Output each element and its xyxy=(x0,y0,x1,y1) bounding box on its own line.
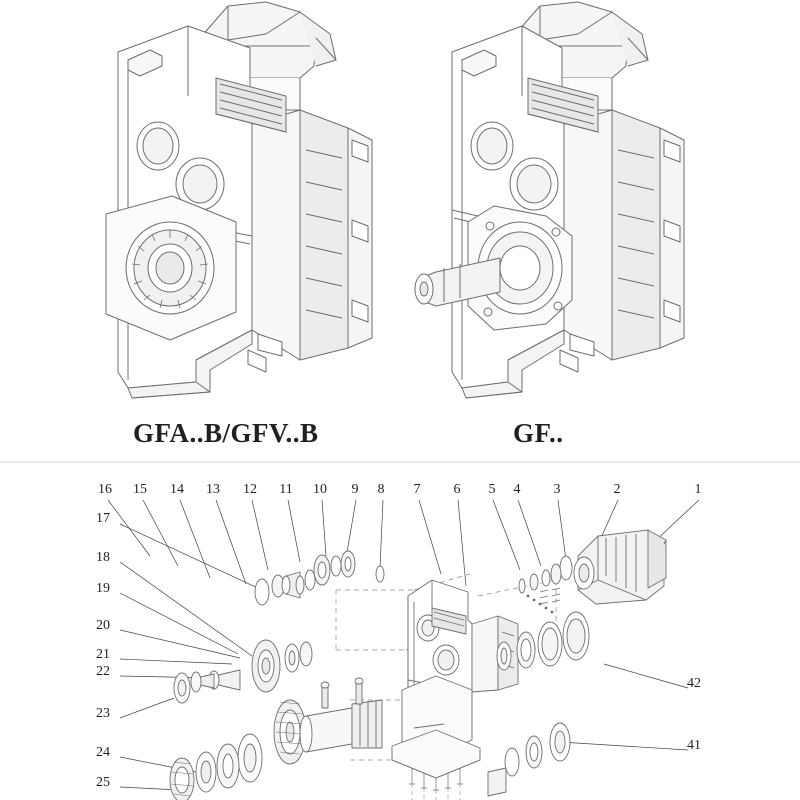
callout-left-18: 18 xyxy=(96,550,110,565)
callout-left-21: 21 xyxy=(96,647,110,662)
callout-top-5: 5 xyxy=(488,482,496,497)
figure-caption-left: GFA..B/GFV..B xyxy=(133,418,319,448)
callout-top-14: 14 xyxy=(170,482,184,497)
callout-top-16: 16 xyxy=(98,482,112,497)
figure-gfa-gfv-b xyxy=(106,2,372,398)
callout-top-3: 3 xyxy=(553,482,561,497)
callout-left-24: 24 xyxy=(96,745,110,760)
figure-gf xyxy=(415,2,684,398)
figure-caption-right: GF.. xyxy=(513,418,564,448)
callout-top-4: 4 xyxy=(513,482,521,497)
callout-top-13: 13 xyxy=(206,482,220,497)
exploded-assembly xyxy=(108,500,699,800)
callout-top-2: 2 xyxy=(613,482,621,497)
callout-left-19: 19 xyxy=(96,581,110,596)
parts-bottom-right xyxy=(488,723,570,796)
callout-top-8: 8 xyxy=(377,482,385,497)
callout-right-41: 41 xyxy=(687,738,701,753)
callout-top-12: 12 xyxy=(243,482,257,497)
callout-top-7: 7 xyxy=(413,482,421,497)
parts-small-rings-upper xyxy=(255,551,384,605)
part-motor-unit xyxy=(574,530,666,604)
callout-left-20: 20 xyxy=(96,618,110,633)
callout-top-15: 15 xyxy=(133,482,147,497)
callout-left-22: 22 xyxy=(96,664,110,679)
callout-left-17: 17 xyxy=(96,511,110,526)
callout-right-42: 42 xyxy=(687,676,701,691)
callout-top-6: 6 xyxy=(453,482,461,497)
callout-top-10: 10 xyxy=(313,482,327,497)
parts-large-gear-lower xyxy=(170,678,382,800)
callout-top-1: 1 xyxy=(694,482,702,497)
leader-lines-right xyxy=(560,664,688,750)
callout-left-25: 25 xyxy=(96,775,110,790)
callout-top-11: 11 xyxy=(279,482,293,497)
callout-top-9: 9 xyxy=(351,482,359,497)
callout-left-23: 23 xyxy=(96,706,110,721)
